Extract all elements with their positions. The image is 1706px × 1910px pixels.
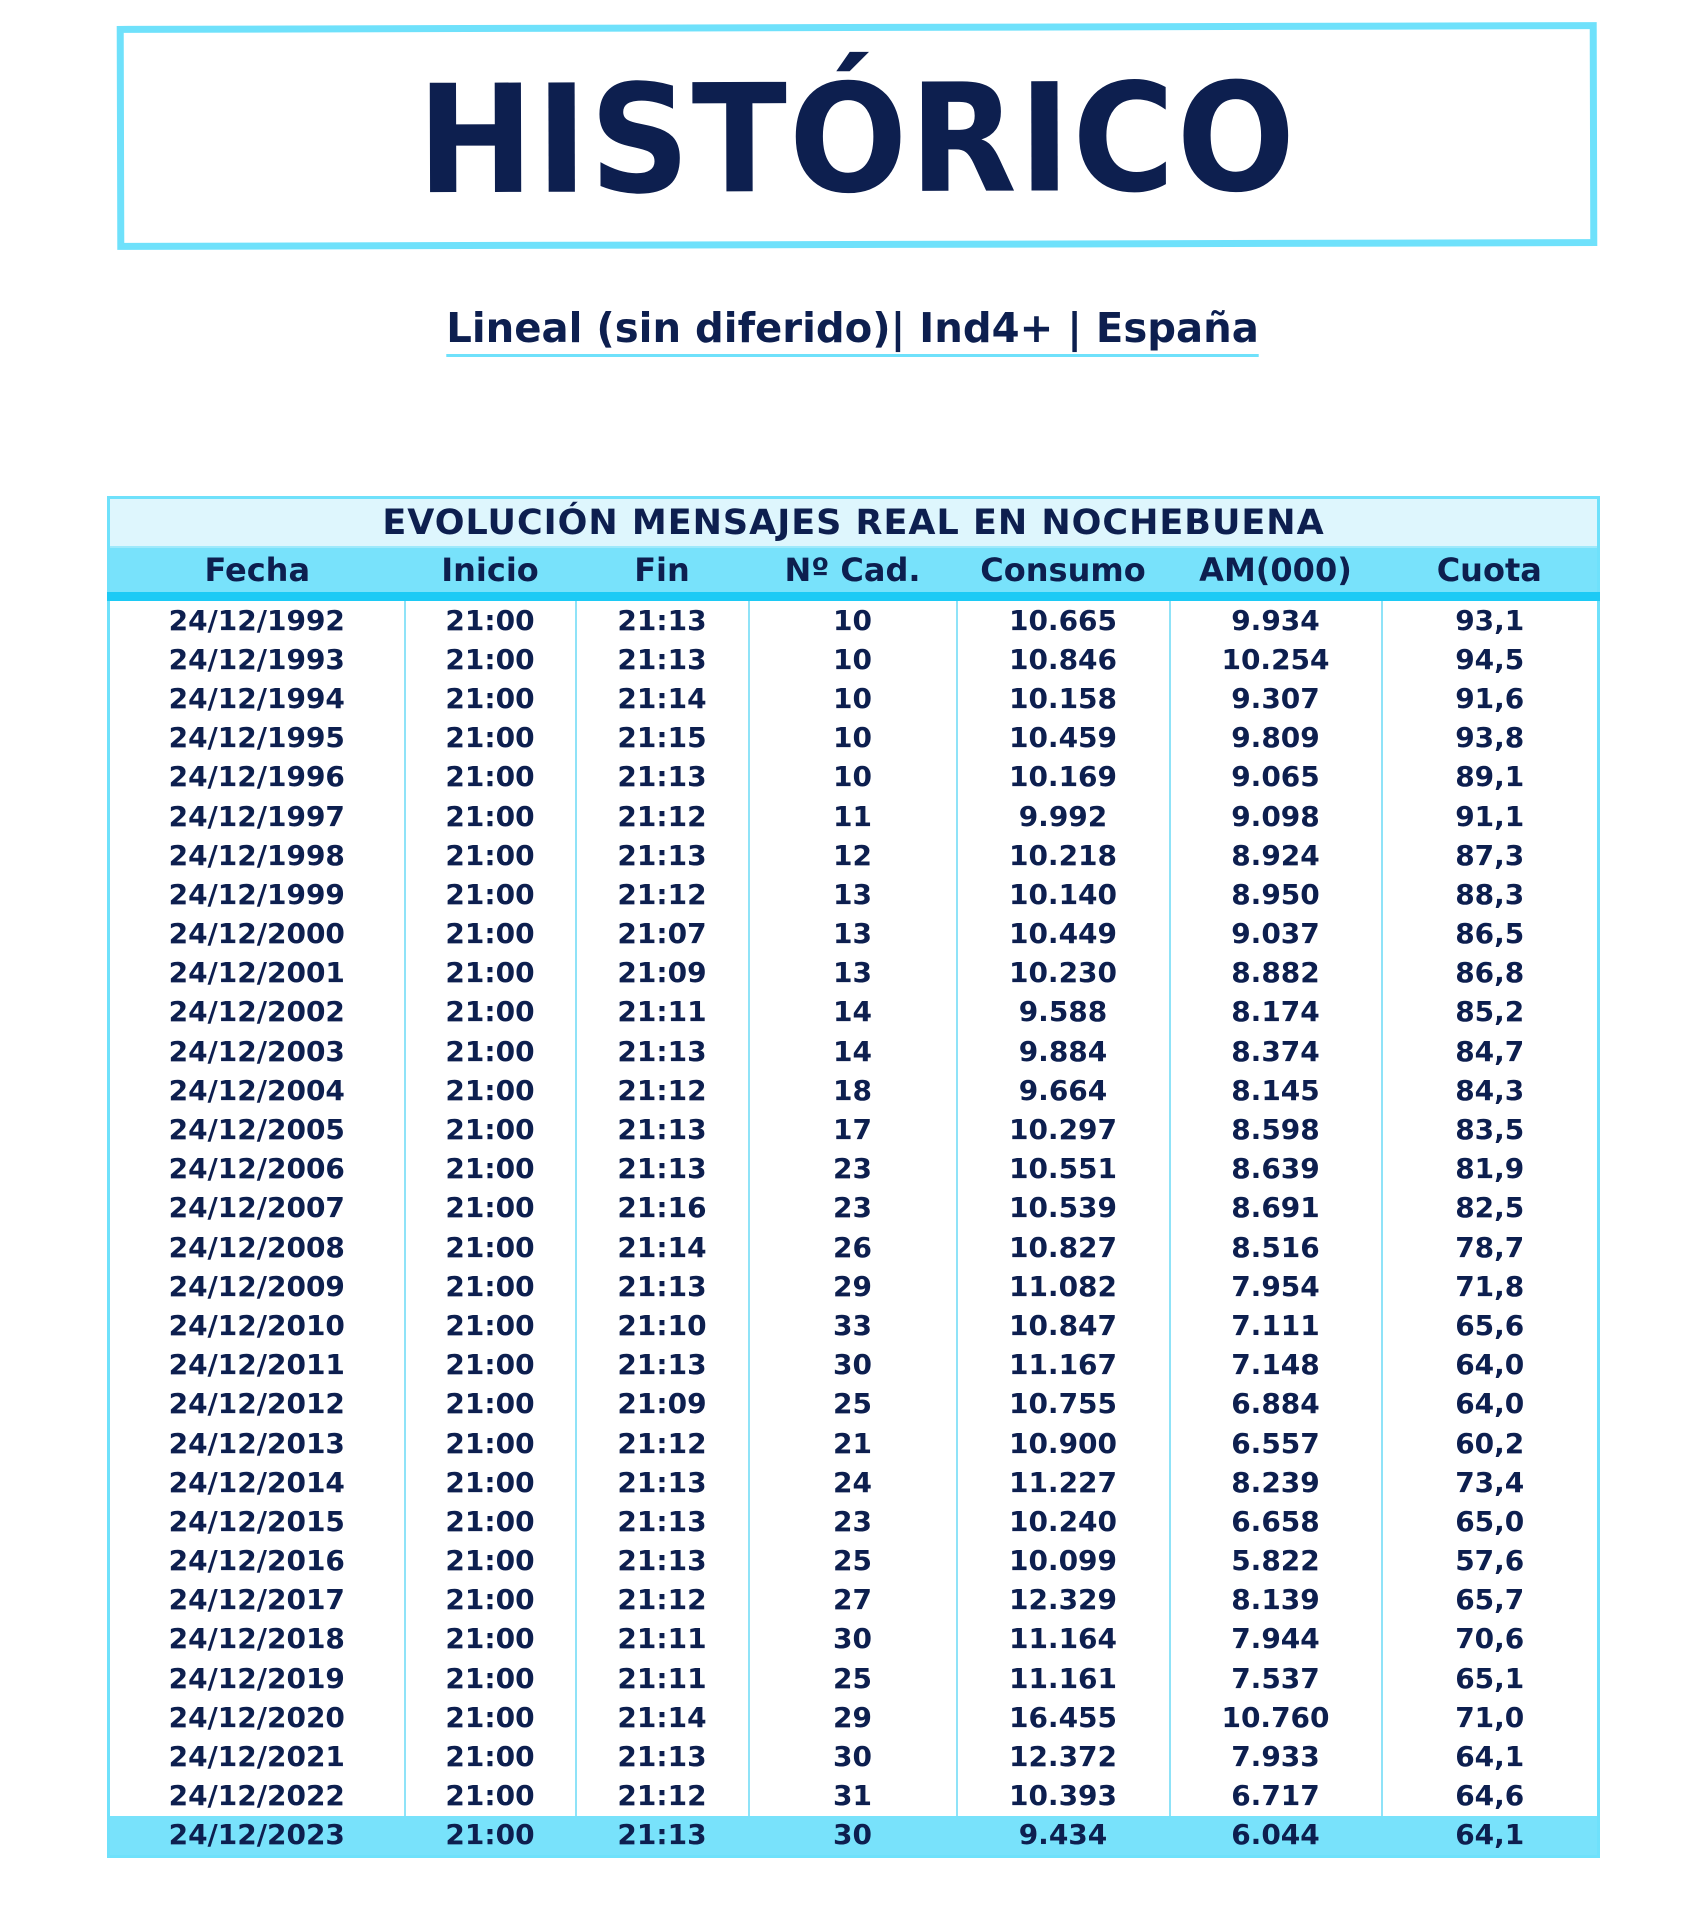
cell-am000: 8.882 xyxy=(1170,954,1382,993)
cell-cuota: 64,6 xyxy=(1382,1777,1599,1816)
cell-am000: 7.954 xyxy=(1170,1267,1382,1306)
table-row xyxy=(109,1228,1599,1267)
cell-cuota: 70,6 xyxy=(1382,1620,1599,1659)
cell-consumo: 10.158 xyxy=(957,679,1170,718)
cell-fin: 21:16 xyxy=(576,1189,749,1228)
cell-am000: 9.809 xyxy=(1170,719,1382,758)
cell-fecha: 24/12/2014 xyxy=(109,1463,405,1502)
cell-fecha: 24/12/2011 xyxy=(109,1346,405,1385)
cell-fin: 21:13 xyxy=(576,1346,749,1385)
cell-fecha: 24/12/2010 xyxy=(109,1306,405,1345)
cell-consumo: 10.140 xyxy=(957,875,1170,914)
cell-fin: 21:12 xyxy=(576,797,749,836)
cell-consumo: 12.329 xyxy=(957,1581,1170,1620)
cell-inicio: 21:00 xyxy=(405,875,576,914)
table-row xyxy=(109,954,1599,993)
column-header-consumo: Consumo xyxy=(957,547,1170,597)
cell-fin: 21:13 xyxy=(576,640,749,679)
table-row xyxy=(109,1071,1599,1110)
cell-inicio: 21:00 xyxy=(405,915,576,954)
cell-am000: 10.760 xyxy=(1170,1698,1382,1737)
cell-am000: 8.691 xyxy=(1170,1189,1382,1228)
cell-fecha: 24/12/2017 xyxy=(109,1581,405,1620)
cell-cuota: 64,0 xyxy=(1382,1385,1599,1424)
cell-fin: 21:12 xyxy=(576,1777,749,1816)
table-row xyxy=(109,1659,1599,1698)
cell-fin: 21:09 xyxy=(576,1385,749,1424)
cell-n-cad: 13 xyxy=(749,954,957,993)
cell-inicio: 21:00 xyxy=(405,797,576,836)
cell-fecha: 24/12/2007 xyxy=(109,1189,405,1228)
subtitle-container xyxy=(0,305,1706,357)
table-row xyxy=(109,875,1599,914)
cell-fin: 21:13 xyxy=(576,1816,749,1857)
cell-n-cad: 29 xyxy=(749,1267,957,1306)
cell-consumo: 16.455 xyxy=(957,1698,1170,1737)
cell-fecha: 24/12/1998 xyxy=(109,836,405,875)
cell-consumo: 10.755 xyxy=(957,1385,1170,1424)
cell-fin: 21:13 xyxy=(576,597,749,641)
cell-am000: 8.950 xyxy=(1170,875,1382,914)
cell-fin: 21:13 xyxy=(576,836,749,875)
cell-cuota: 64,1 xyxy=(1382,1816,1599,1857)
cell-consumo: 10.900 xyxy=(957,1424,1170,1463)
column-header-inicio: Inicio xyxy=(405,547,576,597)
table-row xyxy=(109,597,1599,641)
cell-cuota: 93,1 xyxy=(1382,597,1599,641)
cell-am000: 7.537 xyxy=(1170,1659,1382,1698)
cell-n-cad: 23 xyxy=(749,1189,957,1228)
cell-fecha: 24/12/1996 xyxy=(109,758,405,797)
cell-inicio: 21:00 xyxy=(405,1267,576,1306)
cell-cuota: 89,1 xyxy=(1382,758,1599,797)
cell-consumo: 10.169 xyxy=(957,758,1170,797)
cell-fin: 21:13 xyxy=(576,1267,749,1306)
cell-fin: 21:11 xyxy=(576,1659,749,1698)
cell-n-cad: 23 xyxy=(749,1150,957,1189)
cell-fecha: 24/12/1993 xyxy=(109,640,405,679)
cell-consumo: 10.551 xyxy=(957,1150,1170,1189)
cell-fecha: 24/12/1995 xyxy=(109,719,405,758)
cell-consumo: 10.230 xyxy=(957,954,1170,993)
cell-fecha: 24/12/2009 xyxy=(109,1267,405,1306)
title-box xyxy=(117,22,1598,250)
cell-inicio: 21:00 xyxy=(405,640,576,679)
table-row xyxy=(109,1698,1599,1737)
cell-consumo: 10.297 xyxy=(957,1110,1170,1149)
cell-cuota: 65,0 xyxy=(1382,1502,1599,1541)
cell-inicio: 21:00 xyxy=(405,1189,576,1228)
cell-n-cad: 10 xyxy=(749,679,957,718)
cell-fin: 21:13 xyxy=(576,1110,749,1149)
cell-n-cad: 30 xyxy=(749,1737,957,1776)
cell-inicio: 21:00 xyxy=(405,1542,576,1581)
table-row xyxy=(109,679,1599,718)
table-row xyxy=(109,758,1599,797)
cell-cuota: 85,2 xyxy=(1382,993,1599,1032)
column-header-fin: Fin xyxy=(576,547,749,597)
cell-consumo: 10.099 xyxy=(957,1542,1170,1581)
cell-inicio: 21:00 xyxy=(405,597,576,641)
cell-inicio: 21:00 xyxy=(405,836,576,875)
cell-cuota: 64,0 xyxy=(1382,1346,1599,1385)
cell-inicio: 21:00 xyxy=(405,1228,576,1267)
cell-am000: 8.598 xyxy=(1170,1110,1382,1149)
cell-fecha: 24/12/2006 xyxy=(109,1150,405,1189)
cell-inicio: 21:00 xyxy=(405,1071,576,1110)
cell-fecha: 24/12/2003 xyxy=(109,1032,405,1071)
cell-n-cad: 14 xyxy=(749,1032,957,1071)
cell-cuota: 65,1 xyxy=(1382,1659,1599,1698)
cell-consumo: 11.227 xyxy=(957,1463,1170,1502)
cell-n-cad: 30 xyxy=(749,1620,957,1659)
cell-consumo: 10.449 xyxy=(957,915,1170,954)
cell-fin: 21:13 xyxy=(576,1542,749,1581)
table-row xyxy=(109,1385,1599,1424)
cell-am000: 6.884 xyxy=(1170,1385,1382,1424)
cell-cuota: 65,6 xyxy=(1382,1306,1599,1345)
cell-fecha: 24/12/1992 xyxy=(109,597,405,641)
table-row xyxy=(109,1777,1599,1816)
cell-am000: 8.924 xyxy=(1170,836,1382,875)
cell-inicio: 21:00 xyxy=(405,1346,576,1385)
table-row xyxy=(109,1542,1599,1581)
table-row xyxy=(109,1032,1599,1071)
table-row xyxy=(109,1346,1599,1385)
table-row xyxy=(109,640,1599,679)
cell-consumo: 9.588 xyxy=(957,993,1170,1032)
cell-consumo: 10.846 xyxy=(957,640,1170,679)
cell-fecha: 24/12/1997 xyxy=(109,797,405,836)
table-caption: EVOLUCIÓN MENSAJES REAL EN NOCHEBUENA xyxy=(109,498,1599,548)
cell-fecha: 24/12/2021 xyxy=(109,1737,405,1776)
table-row xyxy=(109,719,1599,758)
cell-consumo: 10.827 xyxy=(957,1228,1170,1267)
cell-am000: 8.239 xyxy=(1170,1463,1382,1502)
cell-cuota: 65,7 xyxy=(1382,1581,1599,1620)
table-row xyxy=(109,993,1599,1032)
table-row xyxy=(109,1306,1599,1345)
cell-consumo: 10.847 xyxy=(957,1306,1170,1345)
cell-inicio: 21:00 xyxy=(405,1385,576,1424)
cell-n-cad: 25 xyxy=(749,1659,957,1698)
cell-n-cad: 10 xyxy=(749,758,957,797)
cell-am000: 8.374 xyxy=(1170,1032,1382,1071)
cell-fecha: 24/12/2015 xyxy=(109,1502,405,1541)
cell-n-cad: 29 xyxy=(749,1698,957,1737)
cell-consumo: 9.434 xyxy=(957,1816,1170,1857)
cell-fin: 21:14 xyxy=(576,1228,749,1267)
cell-am000: 7.944 xyxy=(1170,1620,1382,1659)
cell-consumo: 11.167 xyxy=(957,1346,1170,1385)
table-row xyxy=(109,1816,1599,1857)
cell-inicio: 21:00 xyxy=(405,1816,576,1857)
cell-fin: 21:12 xyxy=(576,875,749,914)
cell-inicio: 21:00 xyxy=(405,1698,576,1737)
cell-inicio: 21:00 xyxy=(405,1306,576,1345)
page-subtitle: Lineal (sin diferido)| Ind4+ | España xyxy=(447,305,1260,357)
table-row xyxy=(109,1424,1599,1463)
page-title: HISTÓRICO xyxy=(416,51,1298,229)
cell-cuota: 91,1 xyxy=(1382,797,1599,836)
cell-am000: 9.934 xyxy=(1170,597,1382,641)
cell-cuota: 82,5 xyxy=(1382,1189,1599,1228)
cell-fecha: 24/12/2018 xyxy=(109,1620,405,1659)
cell-consumo: 10.459 xyxy=(957,719,1170,758)
cell-n-cad: 23 xyxy=(749,1502,957,1541)
cell-fecha: 24/12/2022 xyxy=(109,1777,405,1816)
cell-am000: 7.148 xyxy=(1170,1346,1382,1385)
cell-am000: 7.111 xyxy=(1170,1306,1382,1345)
cell-consumo: 10.218 xyxy=(957,836,1170,875)
cell-cuota: 81,9 xyxy=(1382,1150,1599,1189)
cell-fecha: 24/12/2013 xyxy=(109,1424,405,1463)
cell-inicio: 21:00 xyxy=(405,1424,576,1463)
cell-cuota: 87,3 xyxy=(1382,836,1599,875)
cell-fecha: 24/12/1999 xyxy=(109,875,405,914)
cell-n-cad: 27 xyxy=(749,1581,957,1620)
cell-fecha: 24/12/2000 xyxy=(109,915,405,954)
table-row xyxy=(109,1620,1599,1659)
cell-cuota: 84,3 xyxy=(1382,1071,1599,1110)
cell-fecha: 24/12/2020 xyxy=(109,1698,405,1737)
cell-n-cad: 24 xyxy=(749,1463,957,1502)
cell-fin: 21:13 xyxy=(576,1502,749,1541)
cell-inicio: 21:00 xyxy=(405,679,576,718)
cell-cuota: 91,6 xyxy=(1382,679,1599,718)
cell-n-cad: 17 xyxy=(749,1110,957,1149)
cell-consumo: 10.393 xyxy=(957,1777,1170,1816)
cell-fin: 21:14 xyxy=(576,679,749,718)
cell-fin: 21:14 xyxy=(576,1698,749,1737)
table-row xyxy=(109,1110,1599,1149)
table-row xyxy=(109,915,1599,954)
cell-inicio: 21:00 xyxy=(405,758,576,797)
cell-n-cad: 21 xyxy=(749,1424,957,1463)
cell-consumo: 11.082 xyxy=(957,1267,1170,1306)
cell-cuota: 88,3 xyxy=(1382,875,1599,914)
cell-consumo: 12.372 xyxy=(957,1737,1170,1776)
cell-inicio: 21:00 xyxy=(405,993,576,1032)
cell-fecha: 24/12/2001 xyxy=(109,954,405,993)
cell-consumo: 9.884 xyxy=(957,1032,1170,1071)
cell-fin: 21:13 xyxy=(576,1150,749,1189)
cell-consumo: 11.161 xyxy=(957,1659,1170,1698)
cell-n-cad: 31 xyxy=(749,1777,957,1816)
table-row xyxy=(109,1150,1599,1189)
cell-n-cad: 25 xyxy=(749,1542,957,1581)
table-header-row xyxy=(109,547,1599,597)
cell-n-cad: 30 xyxy=(749,1346,957,1385)
cell-cuota: 93,8 xyxy=(1382,719,1599,758)
cell-inicio: 21:00 xyxy=(405,1581,576,1620)
cell-am000: 7.933 xyxy=(1170,1737,1382,1776)
cell-cuota: 94,5 xyxy=(1382,640,1599,679)
cell-fecha: 24/12/2005 xyxy=(109,1110,405,1149)
cell-am000: 8.145 xyxy=(1170,1071,1382,1110)
cell-am000: 10.254 xyxy=(1170,640,1382,679)
cell-inicio: 21:00 xyxy=(405,1150,576,1189)
cell-consumo: 10.240 xyxy=(957,1502,1170,1541)
column-header-am000: AM(000) xyxy=(1170,547,1382,597)
cell-n-cad: 10 xyxy=(749,719,957,758)
cell-consumo: 10.539 xyxy=(957,1189,1170,1228)
table-row xyxy=(109,1737,1599,1776)
cell-cuota: 64,1 xyxy=(1382,1737,1599,1776)
cell-n-cad: 26 xyxy=(749,1228,957,1267)
cell-n-cad: 10 xyxy=(749,640,957,679)
cell-fin: 21:09 xyxy=(576,954,749,993)
cell-n-cad: 11 xyxy=(749,797,957,836)
cell-consumo: 9.992 xyxy=(957,797,1170,836)
table-row xyxy=(109,1189,1599,1228)
table-row xyxy=(109,836,1599,875)
cell-inicio: 21:00 xyxy=(405,1620,576,1659)
cell-cuota: 73,4 xyxy=(1382,1463,1599,1502)
cell-inicio: 21:00 xyxy=(405,719,576,758)
cell-fin: 21:11 xyxy=(576,1620,749,1659)
cell-fin: 21:13 xyxy=(576,758,749,797)
cell-cuota: 60,2 xyxy=(1382,1424,1599,1463)
cell-fecha: 24/12/2002 xyxy=(109,993,405,1032)
table-row xyxy=(109,1267,1599,1306)
cell-n-cad: 12 xyxy=(749,836,957,875)
cell-fecha: 24/12/2023 xyxy=(109,1816,405,1857)
table-row xyxy=(109,1463,1599,1502)
cell-inicio: 21:00 xyxy=(405,1110,576,1149)
column-header-n-cad: Nº Cad. xyxy=(749,547,957,597)
column-header-fecha: Fecha xyxy=(109,547,405,597)
cell-cuota: 78,7 xyxy=(1382,1228,1599,1267)
table-row xyxy=(109,797,1599,836)
cell-fin: 21:13 xyxy=(576,1737,749,1776)
cell-inicio: 21:00 xyxy=(405,1777,576,1816)
cell-fin: 21:12 xyxy=(576,1424,749,1463)
cell-cuota: 86,5 xyxy=(1382,915,1599,954)
table-row xyxy=(109,1502,1599,1541)
cell-am000: 9.065 xyxy=(1170,758,1382,797)
cell-am000: 8.516 xyxy=(1170,1228,1382,1267)
cell-n-cad: 13 xyxy=(749,875,957,914)
cell-n-cad: 10 xyxy=(749,597,957,641)
cell-fin: 21:10 xyxy=(576,1306,749,1345)
cell-cuota: 71,8 xyxy=(1382,1267,1599,1306)
cell-fecha: 24/12/2008 xyxy=(109,1228,405,1267)
cell-cuota: 86,8 xyxy=(1382,954,1599,993)
cell-am000: 6.557 xyxy=(1170,1424,1382,1463)
cell-fecha: 24/12/2012 xyxy=(109,1385,405,1424)
cell-cuota: 71,0 xyxy=(1382,1698,1599,1737)
cell-am000: 9.098 xyxy=(1170,797,1382,836)
cell-am000: 8.639 xyxy=(1170,1150,1382,1189)
cell-am000: 6.717 xyxy=(1170,1777,1382,1816)
cell-consumo: 10.665 xyxy=(957,597,1170,641)
history-table xyxy=(107,496,1600,1858)
cell-inicio: 21:00 xyxy=(405,1463,576,1502)
cell-fin: 21:12 xyxy=(576,1071,749,1110)
cell-am000: 9.037 xyxy=(1170,915,1382,954)
cell-n-cad: 13 xyxy=(749,915,957,954)
cell-fecha: 24/12/1994 xyxy=(109,679,405,718)
cell-am000: 8.174 xyxy=(1170,993,1382,1032)
table-body xyxy=(109,597,1599,1857)
cell-fin: 21:15 xyxy=(576,719,749,758)
table-caption-row xyxy=(109,498,1599,548)
cell-inicio: 21:00 xyxy=(405,954,576,993)
cell-am000: 5.822 xyxy=(1170,1542,1382,1581)
cell-am000: 6.658 xyxy=(1170,1502,1382,1541)
cell-fin: 21:13 xyxy=(576,1032,749,1071)
cell-inicio: 21:00 xyxy=(405,1659,576,1698)
cell-n-cad: 18 xyxy=(749,1071,957,1110)
cell-fin: 21:11 xyxy=(576,993,749,1032)
cell-fecha: 24/12/2016 xyxy=(109,1542,405,1581)
cell-cuota: 84,7 xyxy=(1382,1032,1599,1071)
cell-consumo: 11.164 xyxy=(957,1620,1170,1659)
cell-am000: 9.307 xyxy=(1170,679,1382,718)
table-row xyxy=(109,1581,1599,1620)
cell-fecha: 24/12/2019 xyxy=(109,1659,405,1698)
cell-inicio: 21:00 xyxy=(405,1032,576,1071)
cell-fin: 21:07 xyxy=(576,915,749,954)
cell-consumo: 9.664 xyxy=(957,1071,1170,1110)
cell-cuota: 83,5 xyxy=(1382,1110,1599,1149)
cell-n-cad: 25 xyxy=(749,1385,957,1424)
cell-fecha: 24/12/2004 xyxy=(109,1071,405,1110)
cell-fin: 21:13 xyxy=(576,1463,749,1502)
cell-n-cad: 33 xyxy=(749,1306,957,1345)
cell-inicio: 21:00 xyxy=(405,1502,576,1541)
cell-cuota: 57,6 xyxy=(1382,1542,1599,1581)
cell-n-cad: 14 xyxy=(749,993,957,1032)
cell-am000: 8.139 xyxy=(1170,1581,1382,1620)
cell-am000: 6.044 xyxy=(1170,1816,1382,1857)
cell-inicio: 21:00 xyxy=(405,1737,576,1776)
cell-fin: 21:12 xyxy=(576,1581,749,1620)
history-table-container xyxy=(107,496,1597,1858)
cell-n-cad: 30 xyxy=(749,1816,957,1857)
column-header-cuota: Cuota xyxy=(1382,547,1599,597)
